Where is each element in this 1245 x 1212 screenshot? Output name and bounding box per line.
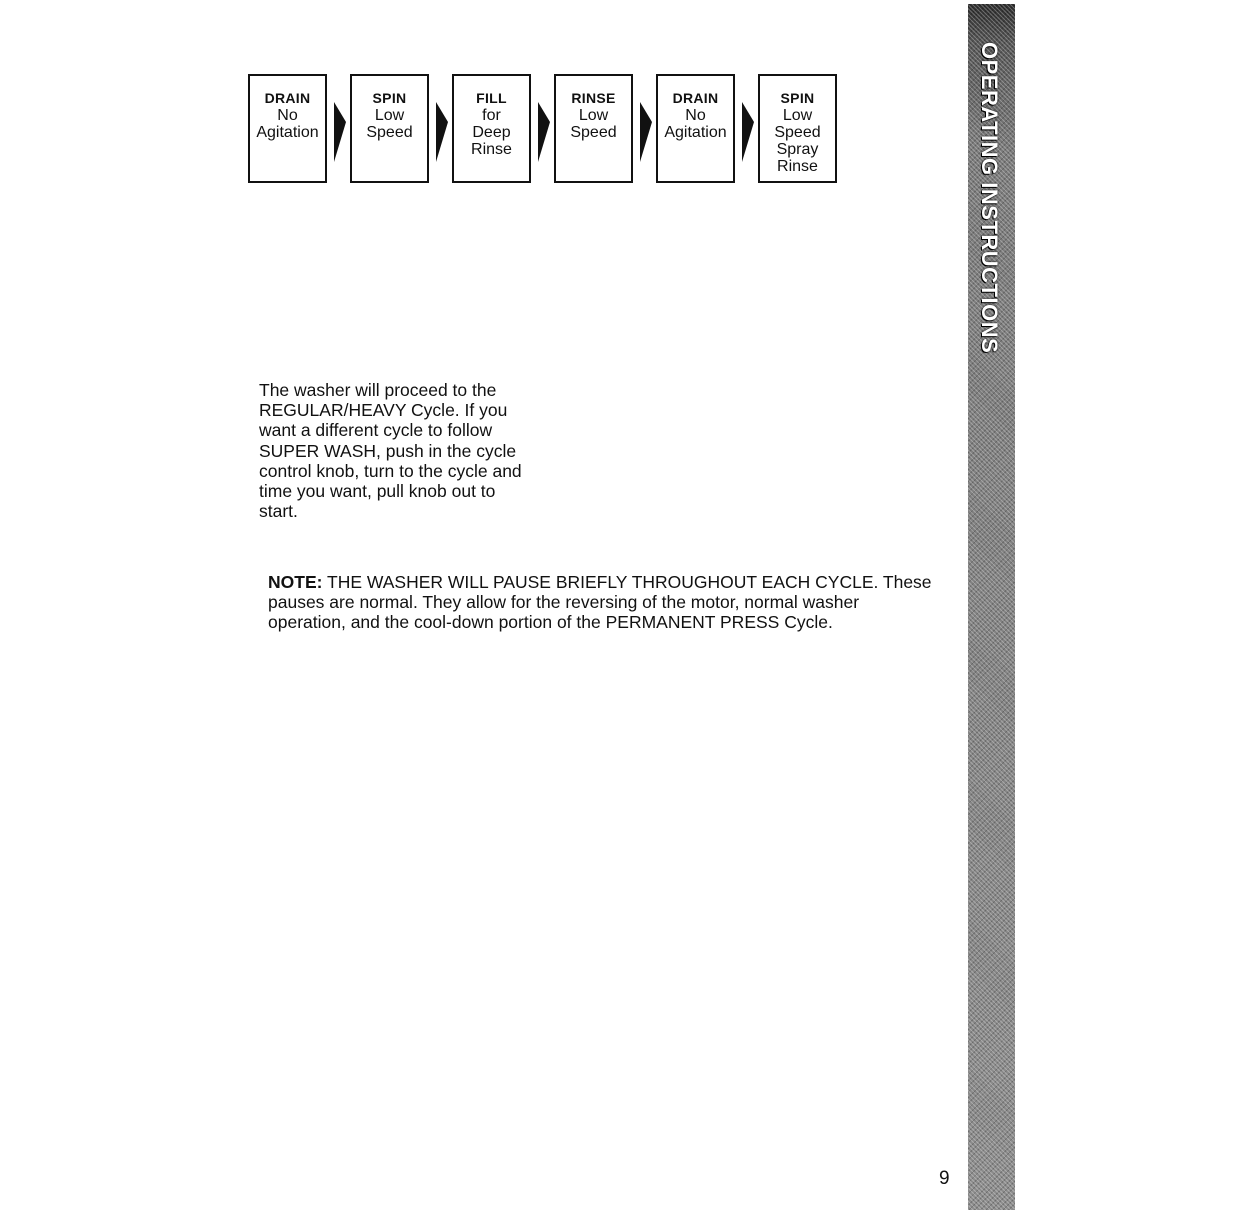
step-line: Speed <box>774 124 821 141</box>
step-line: No <box>277 107 298 124</box>
step-line: Agitation <box>664 124 727 141</box>
paragraph-line: start. <box>259 501 298 522</box>
note-block <box>268 572 948 633</box>
cycle-flow-diagram <box>248 74 848 189</box>
step-line: Speed <box>366 124 413 141</box>
step-heading: DRAIN <box>264 90 311 106</box>
step-heading: SPIN <box>780 90 815 106</box>
note-label: NOTE: <box>268 572 323 592</box>
note-text: THE WASHER WILL PAUSE BRIEFLY THROUGHOUT EACH CYCLE. These <box>327 572 932 592</box>
flow-step-drain <box>248 74 327 183</box>
note-line: operation, and the cool-down portion of the PERMANENT PRESS Cycle. <box>268 612 833 633</box>
paragraph-line: control knob, turn to the cycle and <box>259 460 522 481</box>
step-heading: SPIN <box>372 90 407 106</box>
paragraph-line: REGULAR/HEAVY Cycle. If you <box>259 400 508 421</box>
super-wash-paragraph <box>259 380 579 521</box>
flow-step-fill <box>452 74 531 183</box>
flow-step-spin <box>758 74 837 183</box>
flow-step-spin <box>350 74 429 183</box>
note-line <box>268 572 948 592</box>
flow-arrow-icon <box>640 94 653 164</box>
step-line: Agitation <box>256 124 319 141</box>
step-line: Low <box>578 107 609 124</box>
flow-arrow-icon <box>436 94 449 164</box>
paragraph-line: want a different cycle to follow <box>259 420 493 441</box>
step-line: Deep <box>472 124 511 141</box>
step-heading: RINSE <box>571 90 616 106</box>
step-line: Rinse <box>471 141 512 158</box>
paragraph-line: The washer will proceed to the <box>259 380 497 400</box>
flow-arrow-icon <box>538 94 551 164</box>
section-side-tab <box>968 4 1015 1210</box>
step-line: for <box>482 107 501 124</box>
note-line: pauses are normal. They allow for the reversing of the motor, normal washer <box>268 592 860 613</box>
page-number: 9 <box>939 1168 950 1189</box>
flow-step-drain <box>656 74 735 183</box>
paragraph-line: time you want, pull knob out to <box>259 481 496 502</box>
step-heading: FILL <box>476 90 507 106</box>
step-line: Spray <box>776 141 819 158</box>
step-line: Low <box>782 107 813 124</box>
step-line: Low <box>374 107 405 124</box>
flow-arrow-icon <box>334 94 347 164</box>
step-line: No <box>685 107 706 124</box>
side-tab-label: OPERATING INSTRUCTIONS <box>977 42 1002 354</box>
step-heading: DRAIN <box>672 90 719 106</box>
paragraph-line: SUPER WASH, push in the cycle <box>259 440 517 461</box>
step-line: Rinse <box>777 158 818 175</box>
step-line: Speed <box>570 124 617 141</box>
flow-arrow-icon <box>742 94 755 164</box>
flow-step-rinse <box>554 74 633 183</box>
